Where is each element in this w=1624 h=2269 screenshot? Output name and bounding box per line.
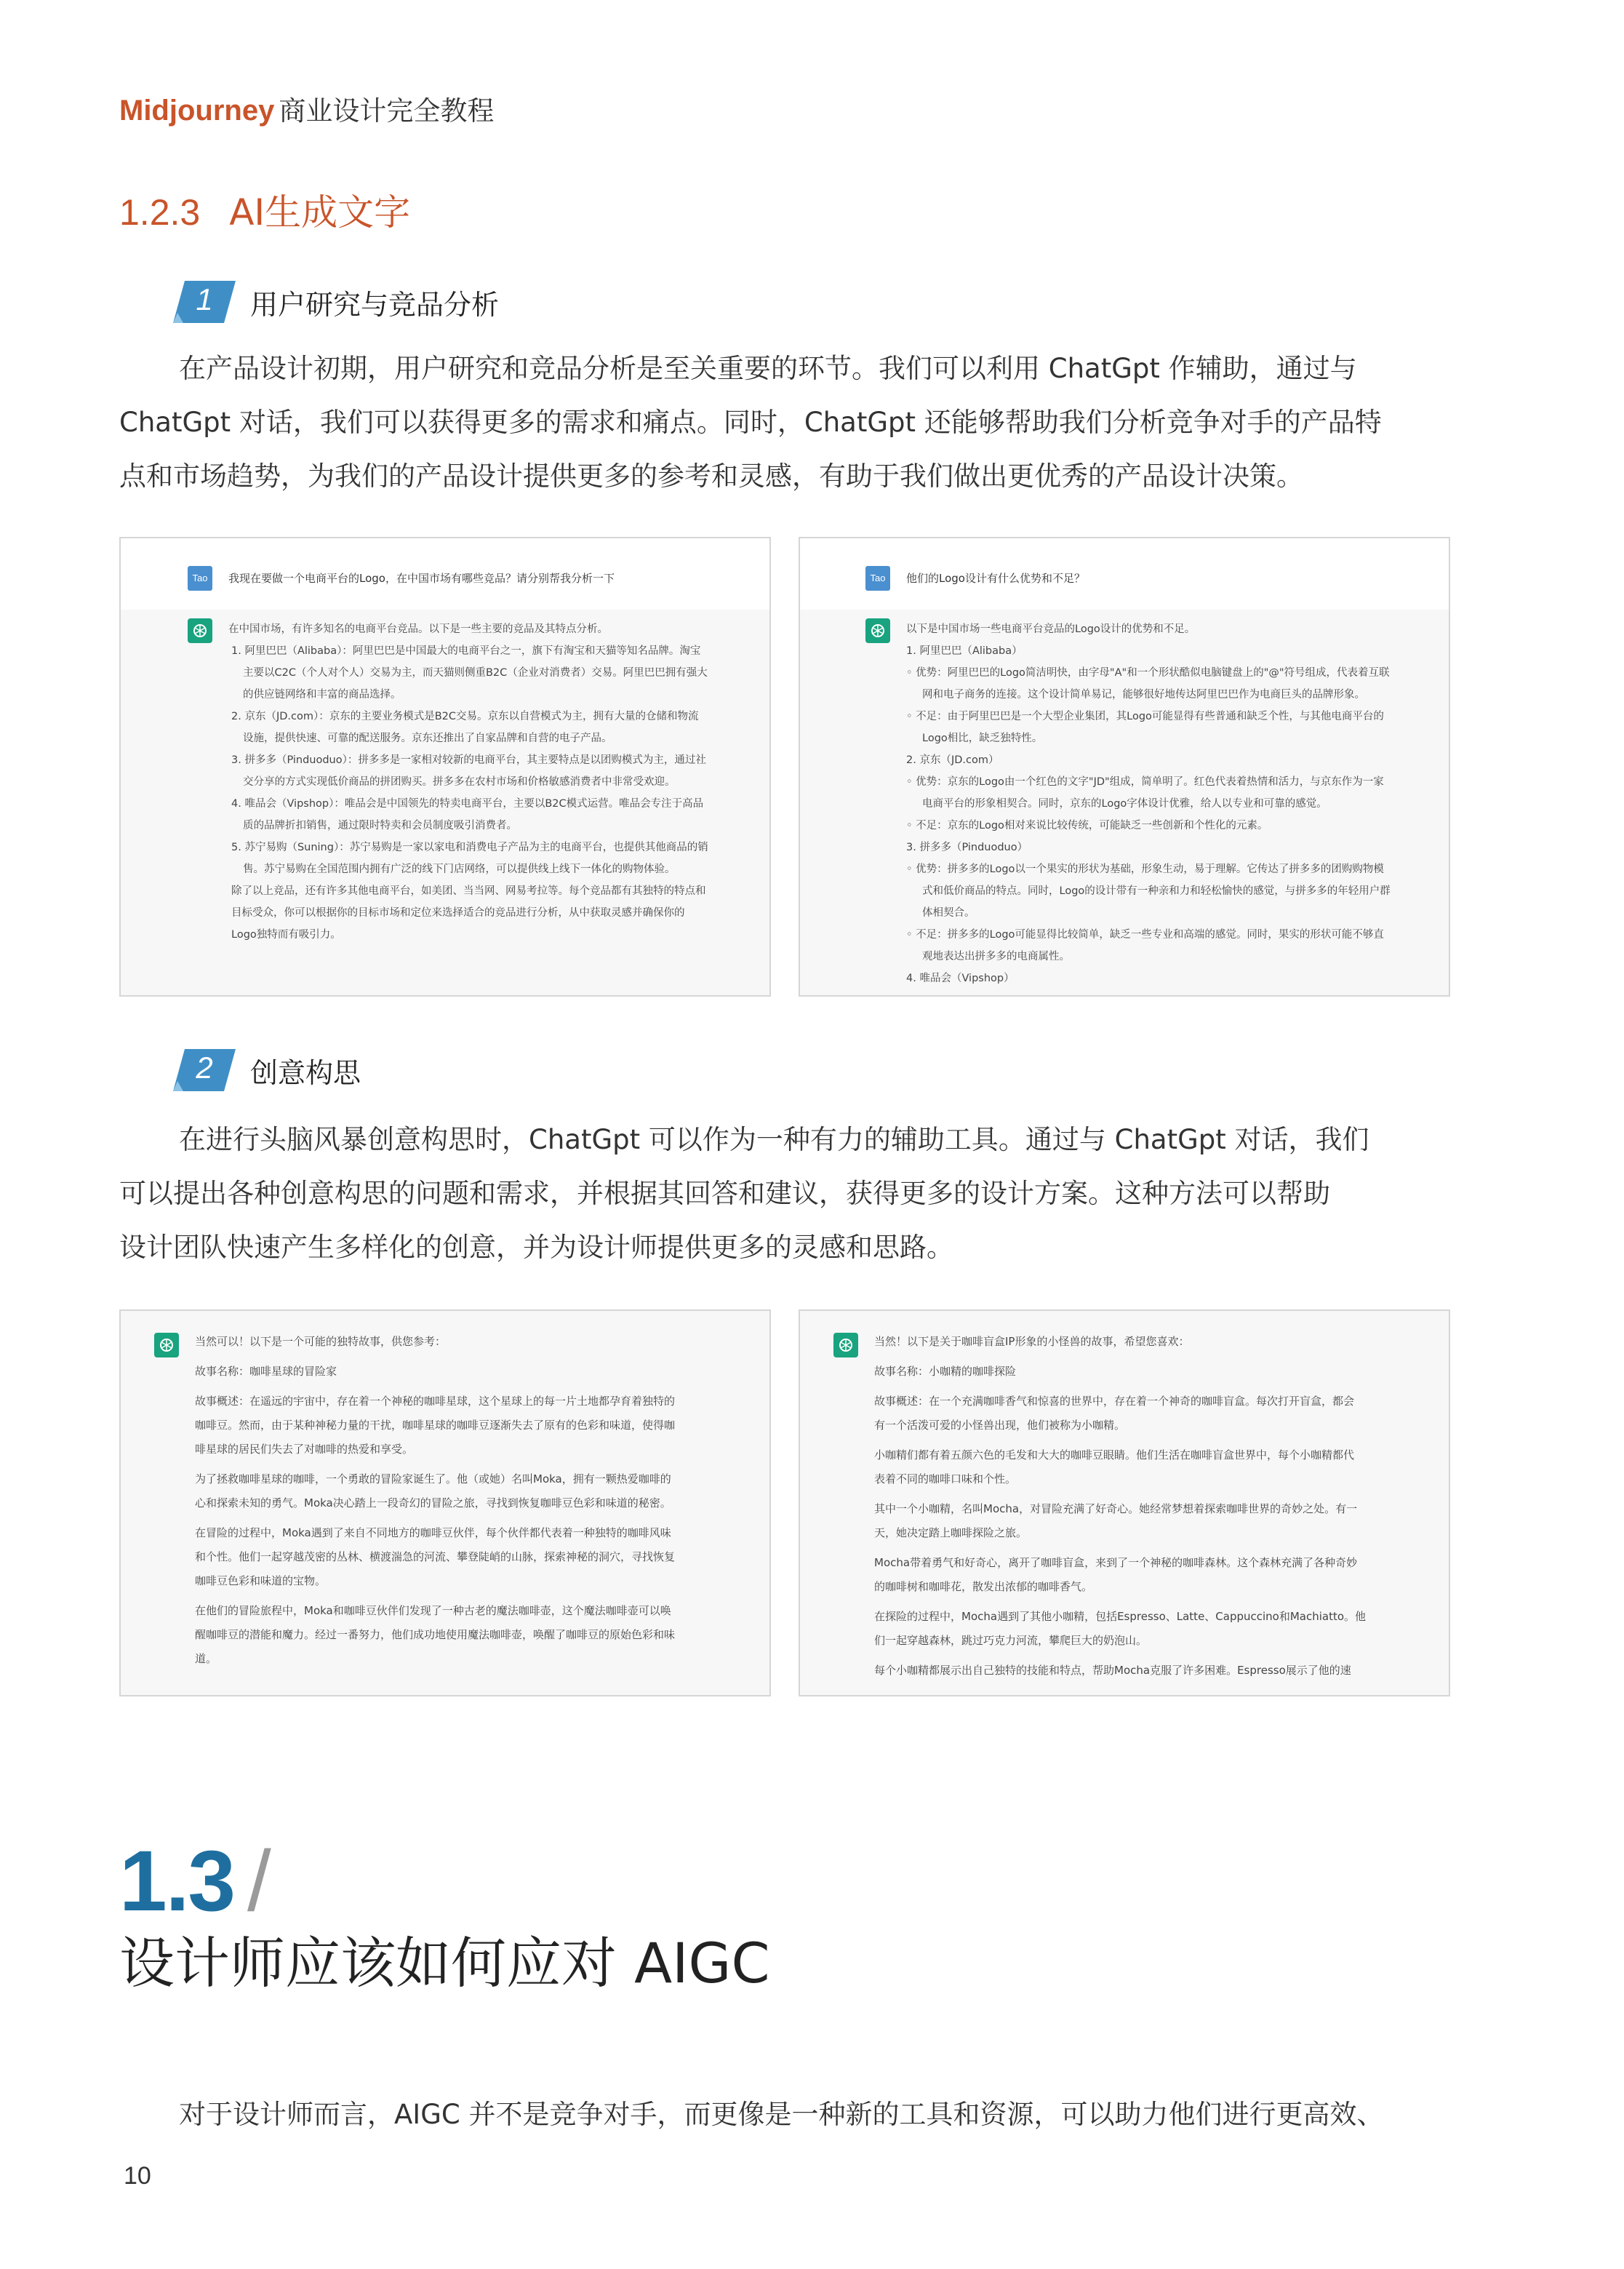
answer-line: 的咖啡树和咖啡花，散发出浓郁的咖啡香气。	[874, 1580, 1093, 1593]
answer-line: 网和电子商务的连接。这个设计简单易记，能够很好地传达阿里巴巴作为电商巨头的品牌形象。	[922, 689, 1365, 701]
subsection-number-2: 2	[196, 1050, 213, 1085]
chatgpt-logo-icon	[865, 618, 890, 643]
answer-line: 在探险的过程中，Mocha遇到了其他小咖精，包括Espresso、Latte、Cappuccino和Machiatto。他	[874, 1610, 1367, 1623]
answer-line: 4. 唯品会（Vipshop）：唯品会是中国领先的特卖电商平台，主要以B2C模式运营。唯品会专注于高品	[231, 798, 704, 810]
answer-line: 3. 拼多多（Pinduoduo）：拼多多是一家相对较新的电商平台，其主要特点是以团购模式为主，通过社	[231, 754, 706, 766]
paragraph-3	[119, 2088, 1455, 2142]
answer-line: 为了拯救咖啡星球的咖啡，一个勇敢的冒险家诞生了。他（或她）名叫Moka，拥有一颗热爱咖啡的	[195, 1472, 671, 1486]
paragraph-line: 对于设计师而言，AIGC 并不是竞争对手，而更像是一种新的工具和资源，可以助力他们进行更高效、	[179, 2099, 1384, 2130]
answer-line: 1. 阿里巴巴（Alibaba）	[906, 645, 1023, 657]
answer-line: ◦ 优势：京东的Logo由一个红色的文字"JD"组成，简单明了。红色代表着热情和活力，与京东作为一家	[906, 776, 1384, 788]
question-text: 他们的Logo设计有什么优势和不足？	[906, 572, 1085, 585]
chapter-title: 设计师应该如何应对 AIGC	[119, 1931, 770, 1995]
answer-line: 故事名称：咖啡星球的冒险家	[195, 1365, 337, 1378]
chat-screenshot-1	[119, 537, 771, 997]
answer-line: 表着不同的咖啡口味和个性。	[874, 1472, 1017, 1486]
subsection-title-1: 用户研究与竞品分析	[250, 289, 500, 321]
paragraph-1	[119, 342, 1455, 503]
paragraph-2	[119, 1113, 1455, 1275]
paragraph-line: 在进行头脑风暴创意构思时，ChatGpt 可以作为一种有力的辅助工具。通过与 ChatGpt 对话，我们	[179, 1124, 1369, 1155]
answer-line: 质的品牌折扣销售，通过限时特卖和会员制度吸引消费者。	[243, 820, 517, 832]
answer-line: 5. 苏宁易购（Suning）：苏宁易购是一家以家电和消费电子产品为主的电商平台，也提供其他商品的销	[231, 842, 708, 853]
chapter-number	[119, 1832, 270, 1931]
answer-line: 售。苏宁易购在全国范围内拥有广泛的线下门店网络，可以提供线上线下一体化的购物体验。	[243, 864, 676, 875]
answer-text	[906, 618, 1391, 989]
answer-line: 式和低价商品的特点。同时，Logo的设计带有一种亲和力和轻松愉快的感觉，与拼多多的年轻用户群	[922, 885, 1391, 897]
section-title-text: AI生成文字	[229, 191, 411, 234]
subsection-badge-2	[173, 1049, 236, 1091]
paragraph-line: 可以提出各种创意构思的问题和需求，并根据其回答和建议，获得更多的设计方案。这种方法可以帮助	[119, 1178, 1330, 1209]
paragraph-line: ChatGpt 对话，我们可以获得更多的需求和痛点。同时，ChatGpt 还能够帮助我们分析竞争对手的产品特	[119, 407, 1382, 438]
user-avatar: Tao	[188, 566, 212, 591]
answer-line: 故事概述：在一个充满咖啡香气和惊喜的世界中，存在着一个神奇的咖啡盲盒。每次打开盲盒，都会	[874, 1395, 1355, 1408]
section-number: 1.2.3	[119, 192, 201, 233]
answer-line: 心和探索未知的勇气。Moka决心踏上一段奇幻的冒险之旅，寻找到恢复咖啡豆色彩和味道的秘密。	[195, 1496, 671, 1510]
answer-line: Logo相比，缺乏独特性。	[922, 733, 1043, 744]
answer-line: 道。	[195, 1652, 217, 1665]
paragraph-line: 设计团队快速产生多样化的创意，并为设计师提供更多的灵感和思路。	[119, 1232, 953, 1263]
answer-row	[800, 1311, 1449, 1695]
answer-line: 们一起穿越森林，跳过巧克力河流，攀爬巨大的奶泡山。	[874, 1634, 1148, 1647]
chapter-slash: /	[247, 1833, 270, 1929]
answer-line: 故事概述：在遥远的宇宙中，存在着一个神秘的咖啡星球，这个星球上的每一片土地都孕育着独特的	[195, 1395, 676, 1408]
header-brand: Midjourney	[119, 95, 275, 127]
question-row	[121, 538, 769, 610]
answer-line: ◦ 不足：京东的Logo相对来说比较传统，可能缺乏一些创新和个性化的元素。	[906, 820, 1268, 832]
chat-screenshot-4	[799, 1309, 1450, 1696]
answer-row	[121, 610, 769, 995]
chat-screenshot-2	[799, 537, 1450, 997]
answer-line: 观地表达出拼多多的电商属性。	[922, 951, 1070, 962]
header-subtitle: 商业设计完全教程	[279, 95, 495, 127]
answer-line: 主要以C2C（个人对个人）交易为主，而天猫则侧重B2C（企业对消费者）交易。阿里巴巴拥有强大	[243, 667, 708, 679]
answer-line: 有一个活泼可爱的小怪兽出现，他们被称为小咖精。	[874, 1419, 1126, 1432]
answer-line: 当然可以！以下是一个可能的独特故事，供您参考：	[195, 1335, 447, 1348]
answer-line: 电商平台的形象相契合。同时，京东的Logo字体设计优雅，给人以专业和可靠的感觉。	[922, 798, 1327, 810]
answer-line: ◦ 不足：由于阿里巴巴是一个大型企业集团，其Logo可能显得有些普通和缺乏个性，与其他电商平台的	[906, 711, 1384, 722]
paragraph-line: 在产品设计初期，用户研究和竞品分析是至关重要的环节。我们可以利用 ChatGpt 作辅助，通过与	[179, 353, 1357, 384]
answer-line: 2. 京东（JD.com）	[906, 754, 999, 766]
answer-row	[121, 1311, 769, 1695]
user-avatar: Tao	[865, 566, 890, 591]
page-number: 10	[124, 2162, 151, 2190]
answer-line: 在冒险的过程中，Moka遇到了来自不同地方的咖啡豆伙伴，每个伙伴都代表着一种独特的咖啡风味	[195, 1526, 671, 1539]
question-text: 我现在要做一个电商平台的Logo，在中国市场有哪些竞品？请分别帮我分析一下	[228, 572, 615, 585]
answer-line: 3. 拼多多（Pinduoduo）	[906, 842, 1028, 853]
answer-line: 小咖精们都有着五颜六色的毛发和大大的咖啡豆眼睛。他们生活在咖啡盲盒世界中，每个小咖精都代	[874, 1448, 1355, 1462]
answer-line: 醒咖啡豆的潜能和魔力。经过一番努力，他们成功地使用魔法咖啡壶，唤醒了咖啡豆的原始色彩和味	[195, 1628, 676, 1641]
answer-line: 啡星球的居民们失去了对咖啡的热爱和享受。	[195, 1443, 414, 1456]
answer-line: ◦ 不足：拼多多的Logo可能显得比较简单，缺乏一些专业和高端的感觉。同时，果实的形状可能不够直	[906, 929, 1384, 941]
answer-line: 咖啡豆色彩和味道的宝物。	[195, 1574, 327, 1587]
answer-line: Logo独特而有吸引力。	[231, 929, 341, 941]
answer-line: 每个小咖精都展示出自己独特的技能和特点，帮助Mocha克服了许多困难。Espresso展示了他的速	[874, 1664, 1351, 1677]
answer-line: 设施，提供快速、可靠的配送服务。京东还推出了自家品牌和自营的电子产品。	[243, 733, 612, 744]
chapter-number-text: 1.3	[119, 1833, 235, 1929]
answer-line: 在中国市场，有许多知名的电商平台竞品。以下是一些主要的竞品及其特点分析。	[228, 623, 608, 635]
answer-line: 1. 阿里巴巴（Alibaba）：阿里巴巴是中国最大的电商平台之一，旗下有淘宝和天猫等知名品牌。淘宝	[231, 645, 701, 657]
answer-line: 的供应链网络和丰富的商品选择。	[243, 689, 401, 701]
answer-line: 目标受众，你可以根据你的目标市场和定位来选择适合的竞品进行分析，从中获取灵感并确保你的	[231, 907, 685, 919]
chat-screenshot-3	[119, 1309, 771, 1696]
answer-line: 体相契合。	[922, 907, 975, 919]
answer-line: 其中一个小咖精，名叫Mocha，对冒险充满了好奇心。她经常梦想着探索咖啡世界的奇妙之处。有一	[874, 1502, 1358, 1515]
answer-line: 在他们的冒险旅程中，Moka和咖啡豆伙伴们发现了一种古老的魔法咖啡壶，这个魔法咖啡壶可以唤	[195, 1604, 671, 1617]
answer-line: 当然！以下是关于咖啡盲盒IP形象的小怪兽的故事，希望您喜欢：	[874, 1335, 1190, 1348]
running-header	[119, 89, 494, 128]
answer-line: 交分享的方式实现低价商品的拼团购买。拼多多在农村市场和价格敏感消费者中非常受欢迎。	[243, 776, 676, 788]
answer-line: ◦ 优势：阿里巴巴的Logo简洁明快，由字母"A"和一个形状酷似电脑键盘上的"@"符号组成，代表着互联	[906, 667, 1390, 679]
chatgpt-logo-icon	[833, 1333, 858, 1357]
answer-line: 天，她决定踏上咖啡探险之旅。	[874, 1526, 1028, 1539]
answer-row	[800, 610, 1449, 995]
answer-line: 4. 唯品会（Vipshop）	[906, 973, 1015, 984]
answer-line: ◦ 优势：拼多多的Logo以一个果实的形状为基础，形象生动，易于理解。它传达了拼多多的团购购物模	[906, 864, 1384, 875]
answer-text	[874, 1330, 1366, 1683]
question-row	[800, 538, 1449, 610]
answer-line: 故事名称：小咖精的咖啡探险	[874, 1365, 1017, 1378]
answer-line: 以下是中国市场一些电商平台竞品的Logo设计的优势和不足。	[906, 623, 1196, 635]
subsection-number-1: 1	[196, 282, 213, 316]
section-title	[119, 183, 410, 236]
chatgpt-logo-icon	[188, 618, 212, 643]
answer-line: 除了以上竞品，还有许多其他电商平台，如美团、当当网、网易考拉等。每个竞品都有其独特的特点和	[231, 885, 706, 897]
answer-line: Mocha带着勇气和好奇心，离开了咖啡盲盒，来到了一个神秘的咖啡森林。这个森林充满了各种奇妙	[874, 1556, 1358, 1569]
subsection-title-2: 创意构思	[250, 1057, 361, 1089]
chatgpt-logo-icon	[154, 1333, 179, 1357]
paragraph-line: 点和市场趋势，为我们的产品设计提供更多的参考和灵感，有助于我们做出更优秀的产品设计决策。	[119, 460, 1303, 492]
subsection-badge-1	[173, 281, 236, 323]
answer-text	[228, 618, 708, 946]
answer-line: 2. 京东（JD.com）：京东的主要业务模式是B2C交易。京东以自营模式为主，拥有大量的仓储和物流	[231, 711, 699, 722]
answer-line: 咖啡豆。然而，由于某种神秘力量的干扰，咖啡星球的咖啡豆逐渐失去了原有的色彩和味道，使得咖	[195, 1419, 676, 1432]
answer-text	[195, 1330, 675, 1671]
answer-line: 和个性。他们一起穿越茂密的丛林、横渡湍急的河流、攀登陡峭的山脉，探索神秘的洞穴，寻找恢复	[195, 1550, 676, 1563]
